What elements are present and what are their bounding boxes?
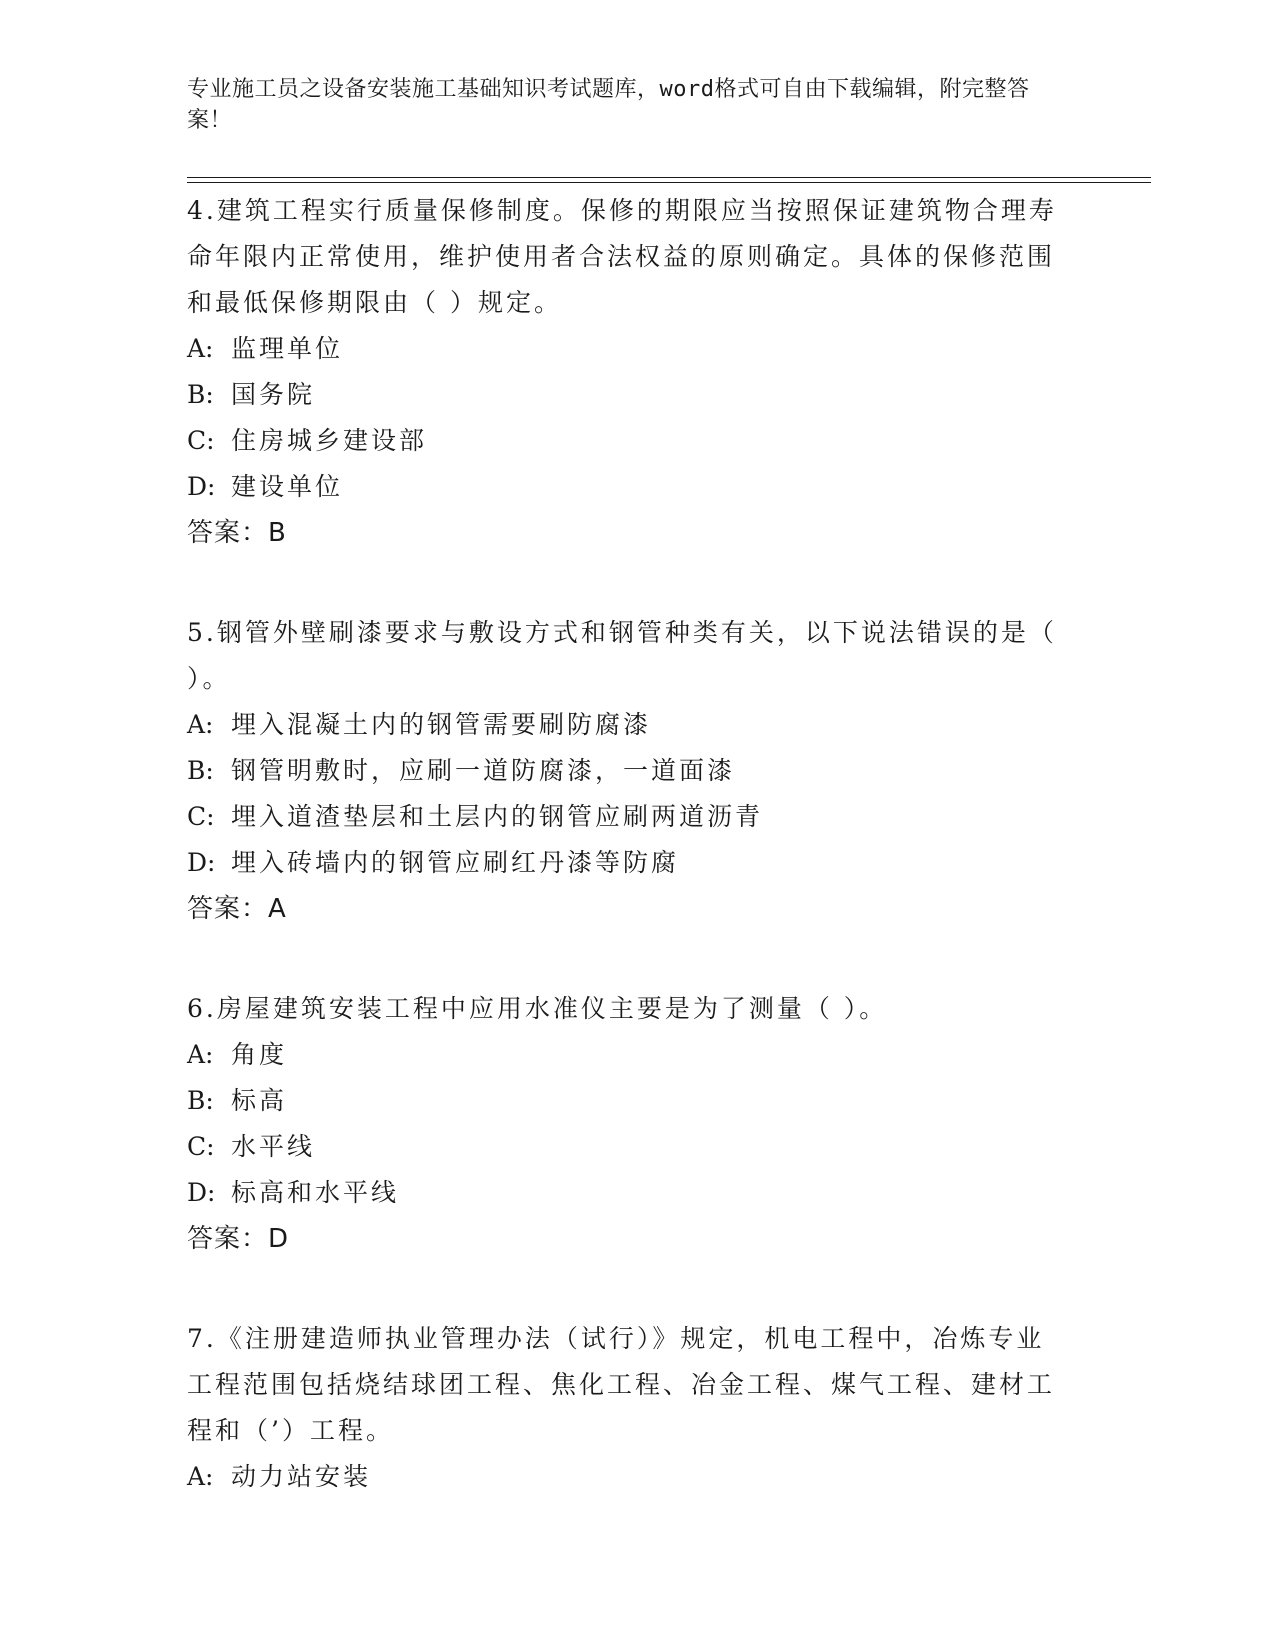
question-stem: 4.建筑工程实行质量保修制度。保修的期限应当按照保证建筑物合理寿命年限内正常使用，维护使用者合法权益的原则确定。具体的保修范围和最低保修期限由（ ）规定。	[187, 196, 1057, 317]
option-text: 埋入砖墙内的钢管应刷红丹漆等防腐	[231, 848, 680, 877]
option-a	[187, 326, 1067, 372]
option-text: 埋入混凝土内的钢管需要刷防腐漆	[231, 710, 652, 739]
option-c	[187, 794, 1067, 840]
option-c	[187, 1124, 1067, 1170]
option-letter: B:	[187, 380, 214, 409]
option-text: 住房城乡建设部	[231, 426, 428, 455]
option-letter: A:	[187, 334, 214, 363]
option-text: 角度	[231, 1040, 288, 1069]
header-rule-bottom	[187, 182, 1151, 183]
option-text: 水平线	[231, 1132, 316, 1161]
option-text: 动力站安装	[231, 1462, 372, 1491]
option-text: 国务院	[231, 380, 316, 409]
question-4	[187, 188, 1067, 556]
option-letter: D:	[187, 848, 216, 877]
answer-line: 答案：B	[187, 518, 287, 548]
option-letter: C:	[187, 802, 215, 831]
question-stem: 5.钢管外壁刷漆要求与敷设方式和钢管种类有关，以下说法错误的是（ ）。	[187, 618, 1057, 693]
option-d	[187, 840, 1067, 886]
option-d	[187, 1170, 1067, 1216]
option-b	[187, 748, 1067, 794]
option-a	[187, 702, 1067, 748]
option-c	[187, 418, 1067, 464]
option-text: 建设单位	[231, 472, 344, 501]
option-letter: C:	[187, 426, 215, 455]
option-text: 埋入道渣垫层和土层内的钢管应刷两道沥青	[231, 802, 764, 831]
option-b	[187, 372, 1067, 418]
question-7	[187, 1316, 1067, 1500]
option-a	[187, 1032, 1067, 1078]
option-letter: A:	[187, 710, 214, 739]
question-list	[187, 188, 1067, 1554]
option-a	[187, 1454, 1067, 1500]
option-letter: B:	[187, 756, 214, 785]
option-letter: B:	[187, 1086, 214, 1115]
answer-line: 答案：D	[187, 1224, 290, 1254]
option-text: 标高	[231, 1086, 288, 1115]
option-letter: A:	[187, 1040, 214, 1069]
option-text: 标高和水平线	[231, 1178, 400, 1207]
option-d	[187, 464, 1067, 510]
option-text: 钢管明敷时，应刷一道防腐漆，一道面漆	[231, 756, 736, 785]
answer-line: 答案：A	[187, 894, 287, 924]
option-text: 监理单位	[231, 334, 344, 363]
question-5	[187, 610, 1067, 932]
question-stem: 6.房屋建筑安装工程中应用水准仪主要是为了测量（ ）。	[187, 994, 888, 1023]
option-letter: D:	[187, 472, 216, 501]
question-stem: 7.《注册建造师执业管理办法（试行）》规定，机电工程中，冶炼专业工程范围包括烧结球团工程、焦化工程、冶金工程、煤气工程、建材工程和（’）工程。	[187, 1324, 1056, 1445]
question-6	[187, 986, 1067, 1262]
option-letter: C:	[187, 1132, 215, 1161]
option-b	[187, 1078, 1067, 1124]
header-rule-top	[187, 177, 1151, 178]
document-header: 专业施工员之设备安装施工基础知识考试题库，word格式可自由下载编辑，附完整答案！	[187, 77, 1030, 133]
option-letter: A:	[187, 1462, 214, 1491]
option-letter: D:	[187, 1178, 216, 1207]
